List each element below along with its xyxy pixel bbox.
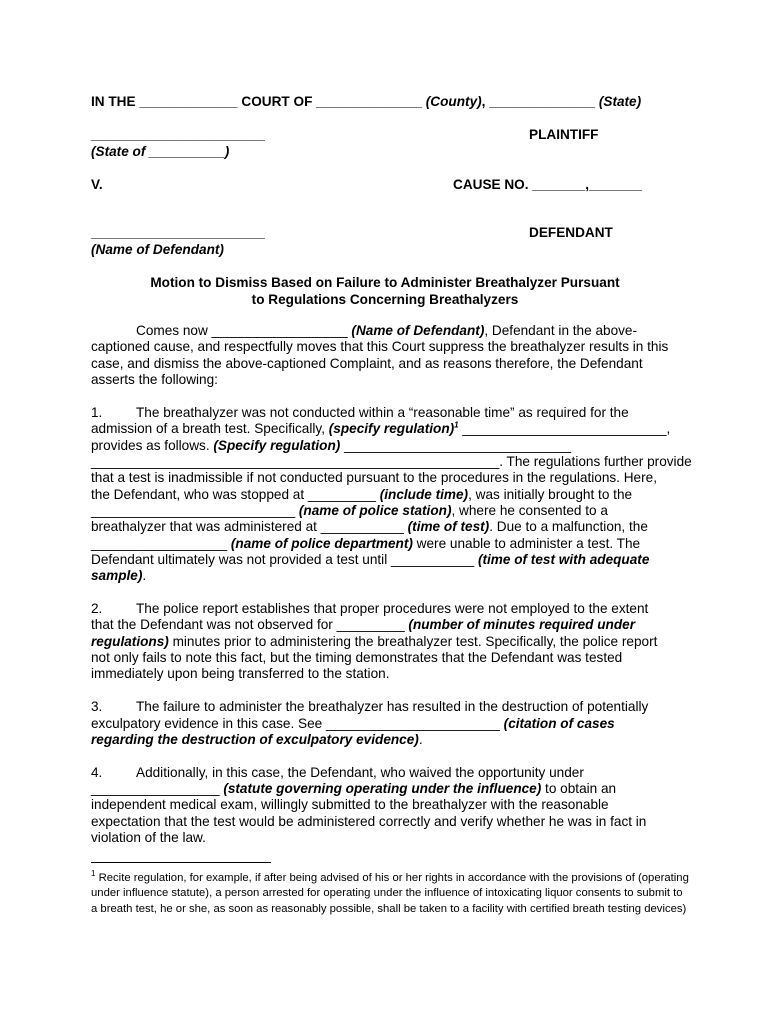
footnote-text: Recite regulation, for example, if after being advised of his or her rights in accordance with the provisions of (operating under influence statute), a person arrested for operating under the influence of intoxicating liquor consents to submit to a breath test, he or she, as soon as reasonably possible, shall be taken to a facility with certified breath testing devices) [91, 872, 689, 915]
plaintiff-blank: _______________________ [91, 127, 265, 142]
footnote-separator [91, 862, 271, 863]
p3-line-3: regarding the destruction of exculpatory evidence). [91, 732, 423, 747]
p4-line-3: independent medical exam, willingly submitted to the breathalyzer with the reasonable [91, 797, 609, 812]
p1-line-10: Defendant ultimately was not provided a test until ___________ (time of test with adequate [91, 552, 650, 567]
caption-comma: , ______________ [481, 94, 599, 109]
p1-line-5: that a test is inadmissible if not conducted pursuant to the procedures in the regulations. Here, [91, 470, 657, 485]
p3-number: 3. [91, 699, 103, 714]
intro-line-2: captioned cause, and respectfully moves that this Court suppress the breathalyzer results in this [91, 339, 669, 354]
p1-line-8: breathalyzer that was administered at ___________ (time of test). Due to a malfunction, the [91, 519, 648, 534]
versus-label: V. [91, 177, 103, 192]
p1-line-11: sample). [91, 568, 147, 583]
court-caption-line [91, 94, 641, 109]
p3-line-2: exculpatory evidence in this case. See _______________________ (citation of cases [91, 716, 615, 731]
intro-line-3: case, and dismiss the above-captioned Complaint, and as reasons therefore, the Defendant [91, 356, 643, 371]
defendant-blank: _______________________ [91, 225, 265, 240]
p4-line-4: expectation that the test would be administered correctly and verify whether he was in fact in [91, 814, 647, 829]
p1-line-1: The breathalyzer was not conducted within a “reasonable time” as required for the [136, 405, 629, 420]
in-the-court-of: IN THE _____________ COURT OF ______________ [91, 94, 426, 109]
p1-line-9: __________________ (name of police department) were unable to administer a test. The [91, 536, 641, 551]
p4-line-5: violation of the law. [91, 830, 206, 845]
p1-line-2: admission of a breath test. Specifically, (specify regulation)$^1$ ___________________________, [91, 420, 671, 436]
p2-line-5: immediately upon being transferred to the station. [91, 666, 390, 681]
p2-line-2: that the Defendant was not observed for _________ (number of minutes required under [91, 617, 636, 632]
state-of-label: (State of __________) [91, 144, 230, 159]
p2-number: 2. [91, 601, 103, 616]
p2-line-4: not only fails to note this fact, but the timing demonstrates that the Defendant was tested [91, 650, 623, 665]
p1-number: 1. [91, 405, 103, 420]
p1-line-4: ______________________________________________________. The regulations further provide [91, 454, 692, 469]
defendant-label: DEFENDANT [529, 225, 613, 240]
motion-title-line-2: to Regulations Concerning Breathalyzers [251, 292, 519, 307]
intro-line-4: asserts the following: [91, 372, 218, 387]
state-label: (State) [598, 94, 642, 109]
intro-line-1: Comes now __________________ (Name of Defendant), Defendant in the above- [136, 323, 638, 338]
p4-line-2: _________________ (statute governing operating under the influence) to obtain an [91, 781, 617, 796]
p3-line-1: The failure to administer the breathalyzer has resulted in the destruction of potentially [136, 699, 649, 714]
county-label: (County) [425, 94, 482, 109]
p1-line-6: the Defendant, who was stopped at _________ (include time), was initially brought to the [91, 487, 633, 502]
footnote [91, 871, 691, 917]
p4-line-1: Additionally, in this case, the Defendant, who waived the opportunity under [136, 765, 584, 780]
plaintiff-label: PLAINTIFF [529, 127, 599, 142]
p1-line-7: ___________________________ (name of police station), where he consented to a [91, 503, 608, 518]
p1-line-3: provides as follows. (Specify regulation) ______________________________ [91, 438, 571, 453]
name-of-defendant-label: (Name of Defendant) [91, 242, 224, 257]
cause-number: CAUSE NO. _______,_______ [453, 177, 642, 192]
motion-title-line-1: Motion to Dismiss Based on Failure to Administer Breathalyzer Pursuant [150, 275, 620, 290]
p2-line-1: The police report establishes that proper procedures were not employed to the extent [136, 601, 649, 616]
footnote-marker: 1 [91, 869, 96, 879]
p4-number: 4. [91, 765, 103, 780]
p2-line-3: regulations) minutes prior to administering the breathalyzer test. Specifically, the police report [91, 634, 658, 649]
